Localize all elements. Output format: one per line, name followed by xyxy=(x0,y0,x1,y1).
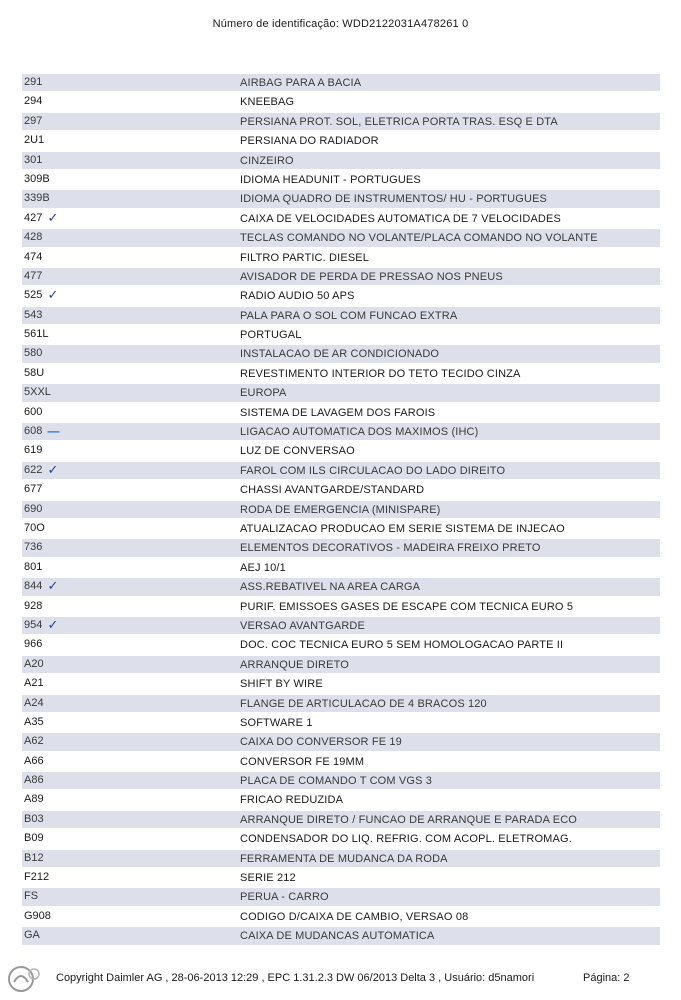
table-row xyxy=(22,209,660,228)
table-row xyxy=(22,771,660,790)
handwritten-checkmark-icon: ✓ xyxy=(47,578,59,594)
option-code: 736 xyxy=(24,541,43,554)
option-code: 966 xyxy=(24,638,43,651)
option-code: 600 xyxy=(24,405,43,418)
table-row xyxy=(22,558,660,577)
option-description: INSTALACAO DE AR CONDICIONADO xyxy=(240,348,440,361)
table-row xyxy=(22,752,660,771)
table-row xyxy=(22,635,660,654)
table-row xyxy=(22,732,660,751)
option-description: SOFTWARE 1 xyxy=(240,716,313,729)
option-description: CAIXA DE MUDANCAS AUTOMATICA xyxy=(240,930,435,943)
handwritten-checkmark-icon: ✓ xyxy=(47,461,59,477)
option-description: AVISADOR DE PERDA DE PRESSAO NOS PNEUS xyxy=(240,270,503,283)
option-description: SISTEMA DE LAVAGEM DOS FAROIS xyxy=(240,406,436,419)
option-code: A20 xyxy=(24,657,44,670)
table-row xyxy=(22,306,660,325)
table-row xyxy=(22,228,660,247)
table-row xyxy=(22,480,660,499)
option-code: 622 xyxy=(24,463,43,476)
option-description: CINZEIRO xyxy=(240,154,294,167)
option-description: CONDENSADOR DO LIQ. REFRIG. COM ACOPL. ELETROMAG. xyxy=(240,833,572,846)
option-code: F212 xyxy=(24,871,50,884)
option-description: PERSIANA PROT. SOL, ELETRICA PORTA TRAS. ESQ E DTA xyxy=(240,115,558,128)
option-description: LIGACAO AUTOMATICA DOS MAXIMOS (IHC) xyxy=(240,426,479,439)
table-row xyxy=(22,286,660,305)
option-description: LUZ DE CONVERSAO xyxy=(240,445,355,458)
option-description: DOC. COC TECNICA EURO 5 SEM HOMOLOGACAO PARTE II xyxy=(240,639,564,652)
option-code: G908 xyxy=(24,909,51,922)
option-description: FLANGE DE ARTICULACAO DE 4 BRACOS 120 xyxy=(240,697,487,710)
option-description: FAROL COM ILS CIRCULACAO DO LADO DIREITO xyxy=(240,464,506,477)
table-row xyxy=(22,112,660,131)
option-code: 580 xyxy=(24,347,43,360)
option-description: CAIXA DO CONVERSOR FE 19 xyxy=(240,736,402,749)
table-row xyxy=(22,829,660,848)
table-row xyxy=(22,713,660,732)
option-code: FS xyxy=(24,890,39,903)
option-description: RODA DE EMERGENCIA (MINISPARE) xyxy=(240,503,441,516)
table-row xyxy=(22,92,660,111)
table-row xyxy=(22,694,660,713)
table-row xyxy=(22,151,660,170)
option-description: PERUA - CARRO xyxy=(240,891,329,904)
pen-dash-mark: — xyxy=(47,424,60,439)
table-row xyxy=(22,907,660,926)
table-row xyxy=(22,926,660,945)
option-description: ASS.REBATIVEL NA AREA CARGA xyxy=(240,581,421,594)
table-row xyxy=(22,248,660,267)
table-row xyxy=(22,170,660,189)
option-code: 477 xyxy=(24,269,43,282)
option-code: B12 xyxy=(24,851,44,864)
option-code: B03 xyxy=(24,812,44,825)
option-code: 58U xyxy=(24,366,45,379)
option-description: RADIO AUDIO 50 APS xyxy=(240,290,355,303)
seller-watermark-logo xyxy=(4,962,50,996)
option-description: TECLAS COMANDO NO VOLANTE/PLACA COMANDO NO VOLANTE xyxy=(240,232,598,245)
option-code: 543 xyxy=(24,308,43,321)
option-description: VERSAO AVANTGARDE xyxy=(240,619,366,632)
option-description: SERIE 212 xyxy=(240,872,296,885)
option-code: 608 xyxy=(24,425,43,438)
option-code: 2U1 xyxy=(24,134,45,147)
option-code: A86 xyxy=(24,774,44,787)
option-description: CAIXA DE VELOCIDADES AUTOMATICA DE 7 VELOCIDADES xyxy=(240,212,561,225)
option-code: 844 xyxy=(24,580,43,593)
table-row xyxy=(22,597,660,616)
option-description: IDIOMA HEADUNIT - PORTUGUES xyxy=(240,173,421,186)
option-description: PORTUGAL xyxy=(240,329,302,342)
table-row xyxy=(22,616,660,635)
row-shading xyxy=(22,888,660,905)
option-code: 561L xyxy=(24,328,49,341)
option-description: PALA PARA O SOL COM FUNCAO EXTRA xyxy=(240,309,458,322)
table-row xyxy=(22,364,660,383)
option-description: ATUALIZACAO PRODUCAO EM SERIE SISTEMA DE INJECAO xyxy=(240,522,565,535)
option-description: EUROPA xyxy=(240,387,287,400)
option-code: 801 xyxy=(24,560,43,573)
table-row xyxy=(22,500,660,519)
table-row xyxy=(22,674,660,693)
option-description: FILTRO PARTIC. DIESEL xyxy=(240,251,370,264)
option-code: A66 xyxy=(24,754,44,767)
option-code: 928 xyxy=(24,599,43,612)
option-code: A24 xyxy=(24,696,44,709)
table-row xyxy=(22,73,660,92)
table-row xyxy=(22,655,660,674)
table-row xyxy=(22,344,660,363)
option-code: A62 xyxy=(24,735,44,748)
option-code: 619 xyxy=(24,444,43,457)
handwritten-checkmark-icon: ✓ xyxy=(47,616,59,632)
option-code: GA xyxy=(24,929,40,942)
option-description: CHASSI AVANTGARDE/STANDARD xyxy=(240,484,425,497)
option-code: 525 xyxy=(24,289,43,302)
row-shading xyxy=(22,384,660,401)
option-code: 301 xyxy=(24,153,43,166)
table-row xyxy=(22,422,660,441)
option-code: 428 xyxy=(24,231,43,244)
option-description: PERSIANA DO RADIADOR xyxy=(240,135,379,148)
option-code: 5XXL xyxy=(24,386,51,399)
option-description: AIRBAG PARA A BACIA xyxy=(240,77,362,89)
footer-copyright: Copyright Daimler AG , 28-06-2013 12:29 , EPC 1.31.2.3 DW 06/2013 Delta 3 , Usuário: d5namori xyxy=(56,972,535,984)
table-row xyxy=(22,538,660,557)
table-row xyxy=(22,383,660,402)
option-description: IDIOMA QUADRO DE INSTRUMENTOS/ HU - PORTUGUES xyxy=(240,193,548,206)
option-code: A21 xyxy=(24,677,44,690)
option-code-list xyxy=(22,73,660,946)
option-description: REVESTIMENTO INTERIOR DO TETO TECIDO CINZA xyxy=(240,367,521,380)
option-description: AEJ 10/1 xyxy=(240,561,286,574)
option-description: SHIFT BY WIRE xyxy=(240,678,323,691)
option-code: 339B xyxy=(24,192,50,205)
table-row xyxy=(22,868,660,887)
table-row xyxy=(22,519,660,538)
table-row xyxy=(22,461,660,480)
table-row xyxy=(22,267,660,286)
footer-page-number: Página: 2 xyxy=(583,972,630,984)
option-code: 690 xyxy=(24,502,43,515)
table-row xyxy=(22,131,660,150)
option-code: 294 xyxy=(24,95,43,108)
option-code: 427 xyxy=(24,211,43,224)
option-code: 309B xyxy=(24,172,50,185)
option-description: CODIGO D/CAIXA DE CAMBIO, VERSAO 08 xyxy=(240,910,469,923)
option-code: 677 xyxy=(24,483,43,496)
option-code: A89 xyxy=(24,793,44,806)
table-row xyxy=(22,810,660,829)
option-code: 954 xyxy=(24,618,43,631)
option-code: 297 xyxy=(24,114,43,127)
option-code: 474 xyxy=(24,250,43,263)
option-description: PLACA DE COMANDO T COM VGS 3 xyxy=(240,775,433,788)
handwritten-checkmark-icon: ✓ xyxy=(47,209,59,225)
option-code: A35 xyxy=(24,715,44,728)
document-header: Número de identificação: WDD2122031A478261 0 xyxy=(212,18,469,30)
option-description: CONVERSOR FE 19MM xyxy=(240,755,365,768)
table-row xyxy=(22,790,660,809)
table-row xyxy=(22,577,660,596)
option-description: FRICAO REDUZIDA xyxy=(240,794,344,807)
table-row xyxy=(22,441,660,460)
option-code: 70O xyxy=(24,521,45,534)
option-code: B09 xyxy=(24,832,44,845)
option-code: 291 xyxy=(24,76,43,88)
option-description: ARRANQUE DIRETO / FUNCAO DE ARRANQUE E PARADA ECO xyxy=(240,813,578,826)
row-shading xyxy=(22,152,660,169)
handwritten-checkmark-icon: ✓ xyxy=(47,287,59,303)
option-description: ELEMENTOS DECORATIVOS - MADEIRA FREIXO PRETO xyxy=(240,542,541,555)
table-row xyxy=(22,887,660,906)
option-description: FERRAMENTA DE MUDANCA DA RODA xyxy=(240,852,448,865)
option-description: ARRANQUE DIRETO xyxy=(240,658,350,671)
table-row xyxy=(22,189,660,208)
table-row xyxy=(22,325,660,344)
option-description: PURIF. EMISSOES GASES DE ESCAPE COM TECNICA EURO 5 xyxy=(240,600,574,613)
option-description: KNEEBAG xyxy=(240,96,295,109)
table-row xyxy=(22,403,660,422)
table-row xyxy=(22,849,660,868)
